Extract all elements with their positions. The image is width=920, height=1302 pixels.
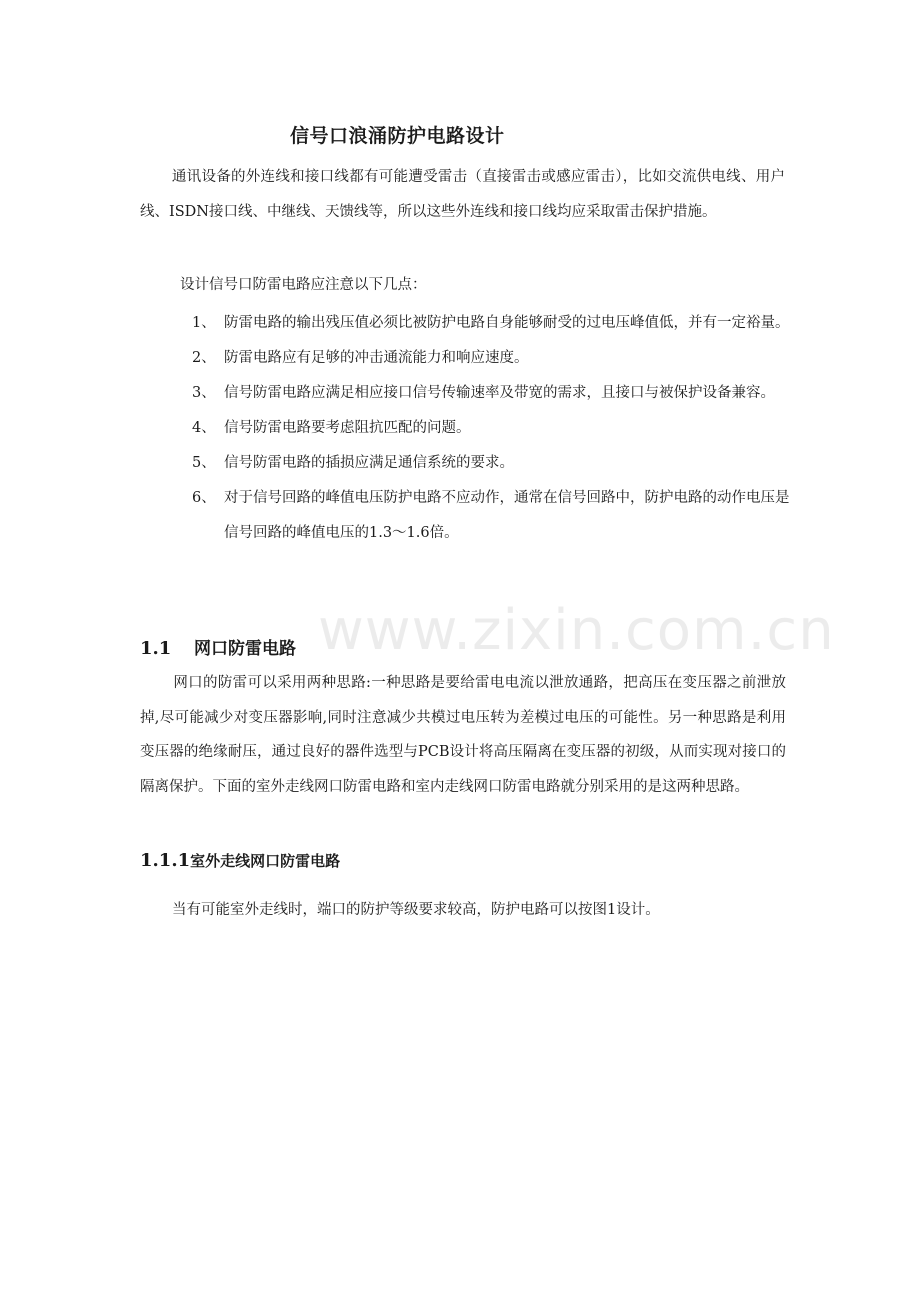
section-number: 1.1 <box>140 638 172 659</box>
list-item <box>192 481 792 551</box>
lead-paragraph: 设计信号口防雷电路应注意以下几点： <box>180 277 427 293</box>
list-item <box>192 446 792 481</box>
document-title: 信号口浪涌防护电路设计 <box>290 125 505 147</box>
list-item <box>192 411 792 446</box>
intro-paragraph: 通讯设备的外连线和接口线都有可能遭受雷击（直接雷击或感应雷击），比如交流供电线、用户线、ISDN接口线、中继线、天馈线等，所以这些外连线和接口线均应采取雷击保护措施。 <box>140 169 785 220</box>
list-item-number: 5、 <box>192 455 216 471</box>
list-item-number: 4、 <box>192 420 216 436</box>
section-title: 网口防雷电路 <box>194 639 296 659</box>
subsection-paragraph: 当有可能室外走线时，端口的防护等级要求较高，防护电路可以按图1设计。 <box>172 902 660 918</box>
list-item <box>192 376 792 411</box>
list-item-text: 信号防雷电路要考虑阻抗匹配的问题。 <box>224 420 471 436</box>
section-paragraph: 网口的防雷可以采用两种思路:一种思路是要给雷电电流以泄放通路，把高压在变压器之前泄放掉,尽可能减少对变压器影响,同时注意减少共模过电压转为差模过电压的可能性。另一种思路是利用变压器的绝缘耐压，通过良好的器件选型与PCB设计将高压隔离在变压器的初级，从而实现对接口的隔离保护。下面的室外走线网口防雷电路和室内走线网口防雷电路就分别采用的是这两种思路。 <box>140 675 786 795</box>
section-heading <box>140 634 296 659</box>
subsection-heading <box>140 850 340 871</box>
list-item <box>192 341 792 376</box>
list-item-number: 2、 <box>192 350 216 366</box>
subsection-title: 室外走线网口防雷电路 <box>190 852 341 870</box>
subsection-number: 1.1.1 <box>140 850 191 871</box>
list-item-text: 防雷电路应有足够的冲击通流能力和响应速度。 <box>224 350 529 366</box>
list-item-text: 信号防雷电路的插损应满足通信系统的要求。 <box>224 455 514 471</box>
list-item <box>192 306 792 341</box>
list-item-number: 3、 <box>192 385 216 401</box>
design-points-list <box>192 306 792 551</box>
list-item-number: 6、 <box>192 490 216 506</box>
list-item-number: 1、 <box>192 315 216 331</box>
watermark: www.zixin.com.cn <box>318 598 835 663</box>
list-item-text: 对于信号回路的峰值电压防护电路不应动作，通常在信号回路中，防护电路的动作电压是信号回路的峰值电压的1.3～1.6倍。 <box>224 490 790 541</box>
list-item-text: 防雷电路的输出残压值必须比被防护电路自身能够耐受的过电压峰值低，并有一定裕量。 <box>224 315 790 331</box>
list-item-text: 信号防雷电路应满足相应接口信号传输速率及带宽的需求，且接口与被保护设备兼容。 <box>224 385 775 401</box>
